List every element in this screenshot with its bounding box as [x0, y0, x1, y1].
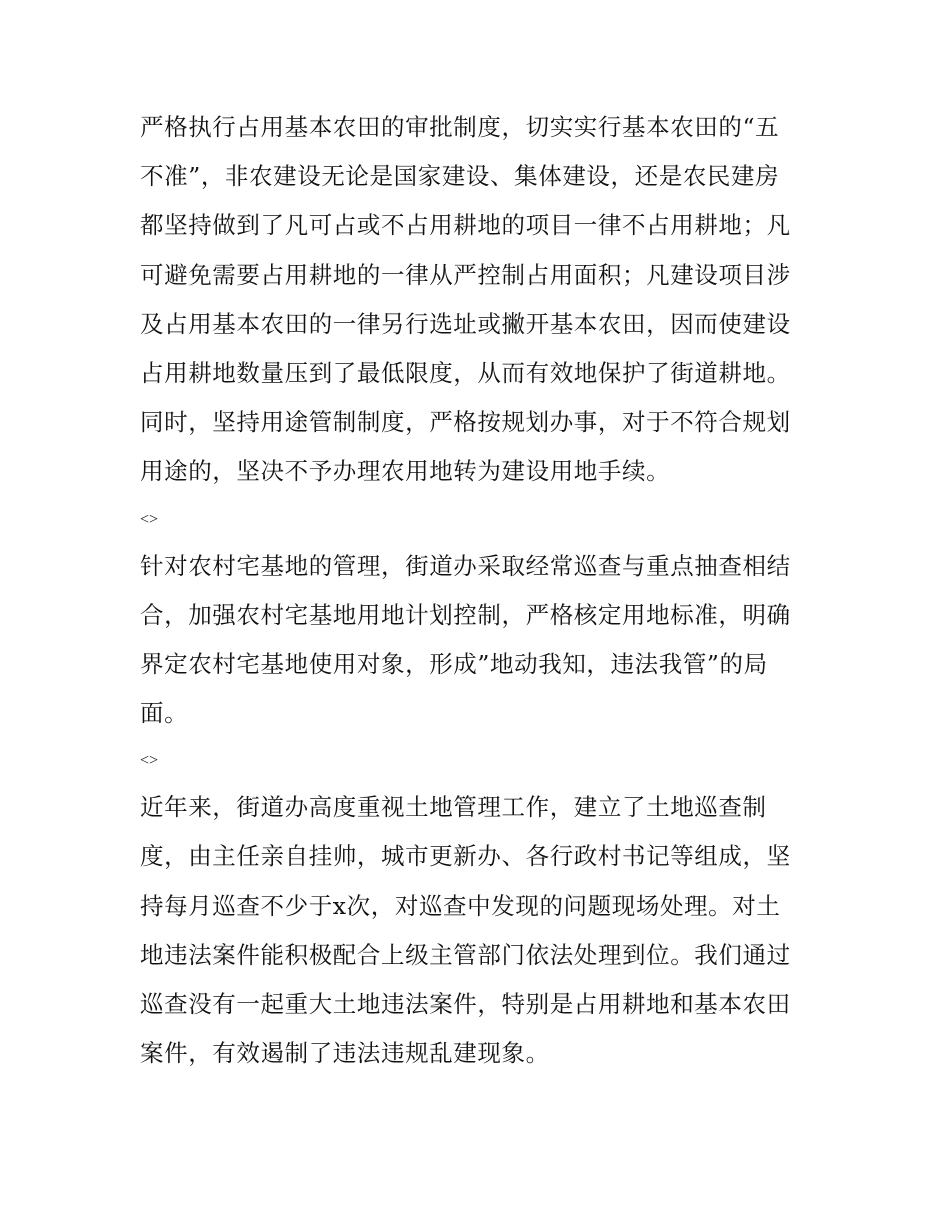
paragraph-farmland-approval [140, 103, 812, 497]
text-line: 严格执行占用基本农田的审批制度，切实实行基本农田的“五 [140, 113, 780, 141]
text-line: 占用耕地数量压到了最低限度，从而有效地保护了街道耕地。 [140, 358, 791, 387]
section-separator: <> [140, 510, 159, 528]
paragraph-homestead-management [140, 542, 812, 739]
text-line: 案件，有效遏制了违法违规乱建现象。 [140, 1039, 550, 1068]
text-line: 用途的，坚决不予办理农用地转为建设用地手续。 [140, 457, 671, 486]
text-line: 都坚持做到了凡可占或不占用耕地的项目一律不占用耕地；凡 [140, 211, 791, 240]
text-line: 地违法案件能积极配合上级主管部门依法处理到位。我们通过 [140, 940, 791, 969]
text-line: 可避免需要占用耕地的一律从严控制占用面积；凡建设项目涉 [140, 260, 791, 289]
text-line: 近年来，街道办高度重视土地管理工作，建立了土地巡查制 [140, 793, 767, 822]
section-separator: <> [140, 752, 159, 770]
text-line: 巡查没有一起重大土地违法案件，特别是占用耕地和基本农田 [140, 990, 791, 1018]
text-line: 度，由主任亲自挂帅，城市更新办、各行政村书记等组成，坚 [140, 842, 791, 871]
text-line: 界定农村宅基地使用对象，形成”地动我知，违法我管”的局 [140, 649, 768, 678]
text-line: 持每月巡查不少于x次，对巡查中发现的问题现场处理。对土 [140, 891, 781, 920]
text-line: 同时，坚持用途管制制度，严格按规划办事，对于不符合规划 [140, 408, 791, 437]
paragraph-land-inspection [140, 783, 812, 1078]
text-line: 合，加强农村宅基地用地计划控制，严格核定用地标准，明确 [140, 600, 791, 629]
document-body [140, 103, 812, 1078]
text-line: 不准”，非农建设无论是国家建设、集体建设，还是农民建房 [140, 162, 780, 191]
text-line: 针对农村宅基地的管理，街道办采取经常巡查与重点抽查相结 [140, 551, 791, 580]
text-line: 面。 [140, 699, 189, 728]
text-line: 及占用基本农田的一律另行选址或撇开基本农田，因而使建设 [140, 309, 791, 338]
